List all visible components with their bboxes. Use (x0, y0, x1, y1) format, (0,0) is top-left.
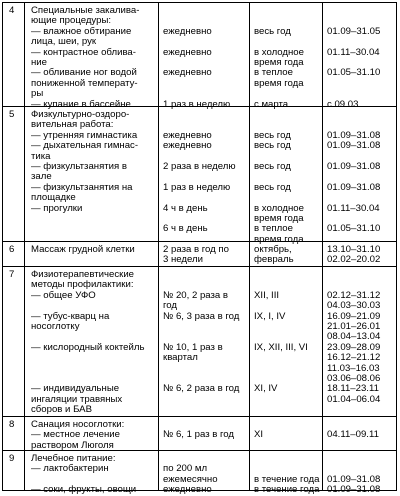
frequency-cell (163, 68, 212, 78)
frequency-cell-line: № 6, 1 раз в год (163, 429, 235, 441)
season-cell-line: XI, IV (254, 383, 278, 395)
season-cell (254, 100, 288, 110)
frequency-cell (163, 141, 212, 151)
activity-line: лица, шеи, рук (31, 36, 97, 48)
row-number: 9 (9, 453, 15, 464)
dates-cell (327, 430, 379, 440)
dates-cell (327, 291, 380, 312)
dates-cell-line: 01.05–31.10 (327, 223, 381, 235)
activity-line: — влажное обтирание (31, 25, 132, 37)
frequency-cell (163, 464, 218, 495)
dates-cell-line: 21.01–26.01 (327, 321, 381, 332)
activity-line: — кислородный коктейль (31, 341, 145, 353)
activity-line: — соки, фрукты, овощи (31, 484, 137, 496)
activity-text (31, 270, 144, 416)
season-cell-line: время года (254, 77, 304, 89)
season-cell-line: время года (254, 233, 304, 245)
season-cell-line: время года (254, 213, 304, 224)
frequency-cell (163, 384, 239, 394)
row-divider (3, 416, 396, 417)
schedule-table (2, 2, 397, 496)
frequency-cell-line: квартал (163, 352, 198, 364)
dates-cell-line: 03.06–08.06 (327, 373, 381, 385)
dates-cell-line: 01.09–31.08 (327, 129, 381, 141)
activity-text (31, 420, 124, 451)
frequency-cell-line: 2 раза в год по (163, 244, 229, 255)
dates-cell (327, 485, 380, 495)
activity-line: ингаляции травяных (31, 393, 123, 405)
frequency-cell (163, 100, 230, 110)
frequency-cell (163, 162, 236, 172)
season-cell-line: IX, I, IV (254, 310, 286, 322)
season-cell (254, 27, 291, 37)
activity-line: Лечебное питание: (31, 453, 116, 464)
season-cell-line: весь год (254, 140, 291, 152)
season-cell-line: весь год (254, 129, 291, 141)
season-cell-line: февраль (254, 254, 294, 266)
frequency-cell-line: № 6, 2 раза в год (163, 383, 240, 395)
row-number: 7 (9, 269, 15, 280)
activity-line: Массаж грудной клетки (31, 244, 135, 255)
frequency-cell (163, 343, 223, 364)
activity-line: — общее УФО (31, 289, 96, 301)
frequency-cell (163, 245, 229, 266)
season-cell (254, 141, 291, 151)
dates-cell-line: 11.03–16.03 (327, 362, 380, 374)
dates-cell-line: 01.09–31.08 (327, 484, 381, 496)
dates-cell (327, 204, 380, 214)
season-cell-line: в холодное (254, 202, 304, 214)
season-cell-line: в холодное (254, 46, 304, 58)
season-cell (254, 384, 277, 394)
frequency-cell-line: ежемесячно (163, 473, 218, 485)
season-cell-line: весь год (254, 25, 291, 37)
activity-line: — физкультзанятия в (31, 161, 127, 173)
row-number: 5 (9, 109, 15, 120)
row-number: 4 (9, 5, 15, 16)
row-number: 8 (9, 419, 15, 430)
frequency-cell-line: ежедневно (163, 46, 212, 58)
dates-cell-line: 13.10–31.10 (327, 244, 381, 255)
frequency-cell-line: ежедневно (163, 25, 212, 37)
dates-cell-line: 16.12–21.12 (327, 352, 381, 364)
dates-cell-line: 01.11–30.04 (327, 46, 380, 58)
season-cell (254, 343, 308, 353)
season-cell-line: в теплое (254, 67, 293, 79)
activity-text (31, 6, 139, 110)
season-cell-line: в теплое (254, 223, 293, 235)
activity-line: Физкультурно-оздоро- (31, 109, 130, 120)
season-cell (254, 48, 304, 69)
frequency-cell-line: 6 ч в день (163, 223, 208, 235)
row-divider (3, 266, 396, 267)
dates-cell-line: 02.02–20.02 (327, 254, 381, 266)
frequency-cell-line: 2 раза в неделю (163, 161, 236, 172)
activity-text (31, 245, 135, 255)
frequency-cell-line: ежедневно (163, 67, 212, 79)
dates-cell-line: 18.11–23.11 (327, 383, 379, 395)
dates-cell-line: 01.09–31.08 (327, 161, 381, 172)
activity-line: сборов и БАВ (31, 404, 92, 416)
activity-text (31, 110, 138, 214)
activity-line: носоглотку (31, 321, 80, 333)
activity-line: Физиотерапевтические (31, 269, 135, 280)
season-cell-line: IX, XII, III, VI (254, 341, 308, 353)
frequency-cell-line: по 200 мл (163, 463, 208, 475)
season-cell (254, 485, 319, 495)
dates-cell (327, 224, 380, 234)
activity-line: раствором Люголя (31, 439, 114, 451)
season-cell-line: весь год (254, 181, 291, 193)
dates-cell-line: 04.11–09.11 (327, 429, 379, 441)
frequency-cell-line: ежедневно (163, 484, 212, 496)
activity-line: — местное лечение (31, 429, 120, 441)
season-cell-line: время года (254, 57, 304, 68)
frequency-cell (163, 291, 228, 312)
frequency-cell-line: ежедневно (163, 140, 212, 152)
dates-cell (327, 141, 380, 151)
dates-cell-line: 01.05–31.10 (327, 67, 381, 79)
activity-line: площадке (31, 192, 76, 204)
dates-cell (327, 48, 380, 58)
season-cell (254, 291, 279, 301)
activity-line: — индивидуальные (31, 383, 120, 395)
frequency-cell-line: 1 раз в неделю (163, 98, 231, 110)
dates-cell (327, 312, 380, 343)
dates-cell (327, 27, 380, 37)
row-number: 6 (9, 244, 15, 255)
activity-line: Специальные закалива- (31, 5, 140, 16)
season-cell (254, 312, 285, 322)
season-cell-line: октябрь, (254, 244, 292, 255)
dates-cell-line: 01.09–31.08 (327, 140, 381, 152)
dates-cell (327, 343, 380, 385)
frequency-cell (163, 48, 212, 58)
frequency-cell-line: 1 раз в неделю (163, 181, 231, 193)
activity-line: ющие процедуры: (31, 15, 112, 27)
season-cell (254, 162, 291, 172)
dates-cell-line: 01.09–31.05 (327, 25, 381, 37)
season-cell (254, 430, 263, 440)
row-divider (3, 241, 396, 242)
dates-cell-line: 01.04–06.04 (327, 393, 381, 405)
dates-cell-line: 08.04–13.04 (327, 331, 381, 343)
dates-cell-line: 23.09–28.09 (327, 341, 381, 353)
activity-line: — утренняя гимнастика (31, 129, 138, 141)
activity-line: — дыхательная гимнас- (31, 140, 139, 152)
season-cell-line: в течение года (254, 473, 320, 485)
activity-line (31, 364, 144, 374)
frequency-cell (163, 430, 234, 440)
season-cell (254, 224, 304, 245)
frequency-cell-line: 3 недели (163, 254, 203, 266)
frequency-cell (163, 204, 208, 214)
season-cell-line: XII, III (254, 289, 280, 301)
dates-cell (327, 183, 380, 193)
dates-cell-line: 02.12–31.12 (327, 289, 381, 301)
activity-line: — физкультзанятия на (31, 181, 133, 193)
activity-line: — лактобактерин (31, 463, 109, 475)
frequency-cell-line: ежедневно (163, 129, 212, 141)
activity-line: тика (31, 150, 51, 162)
activity-line: — контрастное облива- (31, 46, 136, 58)
dates-cell-line: 04.03–30.03 (327, 300, 381, 312)
dates-cell (327, 162, 380, 172)
season-cell (254, 245, 294, 266)
activity-line: методы профилактики: (31, 279, 134, 291)
activity-line: — обливание ног водой (31, 67, 137, 79)
dates-cell-line: 01.11–30.04 (327, 202, 380, 214)
dates-cell-line: с 09.03 (327, 98, 359, 110)
frequency-cell (163, 27, 212, 37)
dates-cell-line: 01.09–31.08 (327, 473, 381, 485)
dates-cell (327, 68, 380, 78)
dates-cell (327, 245, 380, 266)
activity-line: Санация носоглотки: (31, 419, 125, 430)
activity-line: ры (31, 88, 44, 100)
activity-line: ние (31, 57, 47, 69)
frequency-cell-line: 4 ч в день (163, 202, 208, 214)
activity-line: — прогулки (31, 202, 83, 214)
season-cell (254, 204, 304, 225)
frequency-cell-line: № 10, 1 раз в (163, 341, 223, 353)
activity-line: пониженной температу- (31, 77, 138, 89)
dates-cell (327, 384, 380, 405)
frequency-cell-line: № 20, 2 раза в (163, 289, 229, 301)
frequency-cell (163, 183, 230, 193)
season-cell-line: в течение года (254, 484, 320, 496)
frequency-cell (163, 224, 208, 234)
dates-cell-line: 01.09–31.08 (327, 181, 381, 193)
activity-line (31, 353, 144, 363)
activity-line: вительная работа: (31, 119, 114, 131)
season-cell (254, 68, 304, 89)
season-cell-line: весь год (254, 161, 291, 172)
activity-line: зале (31, 171, 52, 183)
season-cell (254, 183, 291, 193)
season-cell-line: с марта (254, 98, 289, 110)
frequency-cell-line: год (163, 300, 178, 312)
frequency-cell-line: № 6, 3 раза в год (163, 310, 240, 322)
activity-line: — купание в бассейне (31, 98, 131, 110)
activity-text (31, 454, 136, 496)
frequency-cell (163, 312, 239, 322)
dates-cell-line: 16.09–21.09 (327, 310, 381, 322)
dates-cell (327, 100, 358, 110)
activity-line: — тубус-кварц на (31, 310, 110, 322)
season-cell-line: XI (254, 429, 264, 441)
